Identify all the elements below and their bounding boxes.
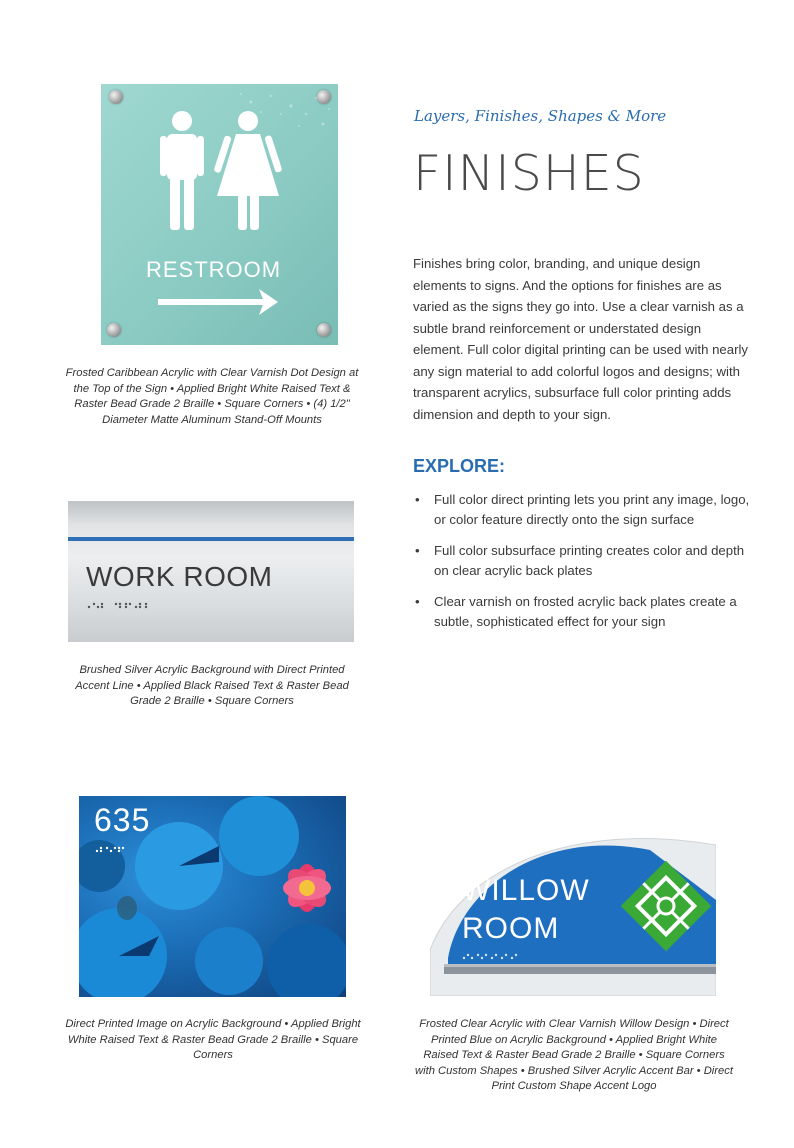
willow-room-caption: Frosted Clear Acrylic with Clear Varnish Willow Design • Direct Printed Blue on Acrylic Background • Applied Bright White Raised Text & Raster Bead Grade 2 Braille • Square Corners with Custom Shapes • Brushed Silver Acrylic Accent Bar • Direct Print Custom Shape Accent Logo [415, 1018, 733, 1092]
bullet-icon: • [415, 594, 420, 609]
workroom-caption: Brushed Silver Acrylic Background with Direct Printed Accent Line • Applied Black Raised Text & Raster Bead Grade 2 Braille • Square Corners [75, 664, 349, 707]
list-item: • Clear varnish on frosted acrylic back plates create a subtle, sophisticated effect for your sign [415, 594, 737, 629]
bullet-icon: • [415, 492, 420, 507]
sign-text: RESTROOM [146, 257, 282, 282]
workroom-sign-image [68, 501, 354, 642]
room-635-sign-image [79, 796, 346, 997]
list-item: • Full color subsurface printing creates color and depth on clear acrylic back plates [415, 543, 745, 578]
braille-icon [68, 501, 354, 642]
list-item: • Full color direct printing lets you print any image, logo, or color feature directly onto the sign surface [415, 492, 750, 527]
explore-list [413, 490, 753, 643]
room-635-caption: Direct Printed Image on Acrylic Background • Applied Bright White Raised Text & Raster Bead Grade 2 Braille • Square Corners [65, 1018, 361, 1061]
restroom-caption: Frosted Caribbean Acrylic with Clear Varnish Dot Design at the Top of the Sign • Applied Bright White Raised Text & Raster Bead Grade 2 Braille • Square Corners • (4) 1/2" Diameter Matte Aluminum Stand-Off Mounts [65, 367, 359, 426]
sign-text: WILLOW [462, 874, 590, 907]
bullet-icon: • [415, 543, 420, 558]
sign-text: ROOM [462, 912, 560, 945]
page-title: FINISHES [413, 145, 645, 202]
intro-paragraph: Finishes bring color, branding, and unique design elements to signs. And the options for finishes are as varied as the signs they go into. Use a clear varnish as a subtle brand reinforcement or understated design element. Full color digital printing can be used with nearly any sign material to add colorful logos and designs; with transparent acrylics, subsurface full color printing adds dimension and depth to your sign. [413, 256, 748, 422]
section-subtitle: Layers, Finishes, Shapes & More [414, 107, 667, 125]
explore-heading: EXPLORE: [413, 456, 506, 476]
willow-room-sign-image [430, 830, 716, 996]
arrow-right-icon [101, 84, 338, 345]
room-number: 635 [94, 802, 151, 838]
braille-icon [79, 796, 346, 997]
willow-logo-icon [430, 830, 716, 996]
sign-text: WORK ROOM [86, 561, 273, 592]
restroom-sign-image [101, 84, 338, 345]
